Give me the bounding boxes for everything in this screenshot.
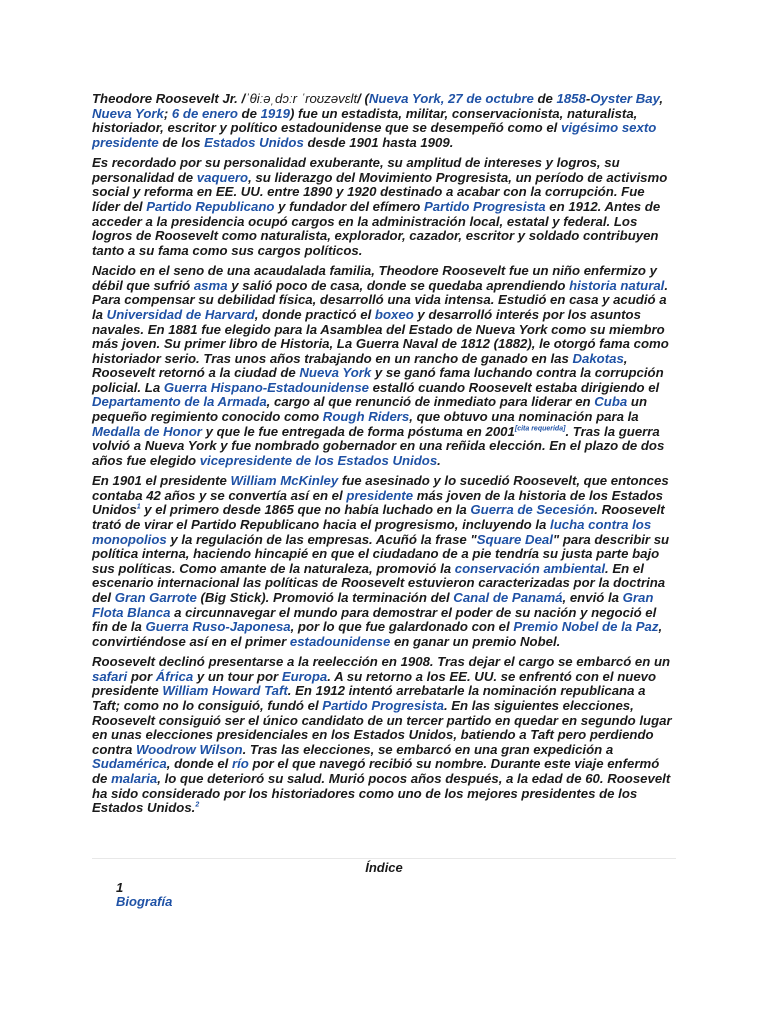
link-historia-natural[interactable]: historia natural bbox=[569, 277, 665, 293]
link-vaquero[interactable]: vaquero bbox=[196, 169, 249, 185]
link-partido-republicano[interactable]: Partido Republicano bbox=[146, 198, 275, 214]
text-run: . Roosevelt trató de virar el Partido Republicano hacia el progresismo, incluyendo la bbox=[92, 502, 665, 533]
link-safari[interactable]: safari bbox=[92, 668, 128, 684]
text-run: por bbox=[127, 668, 156, 684]
toc-item-number: 1 bbox=[116, 880, 124, 895]
text-run: , cargo al que renunció de inmediato para liderar en bbox=[266, 394, 595, 410]
text-run: . Para compensar su debilidad física, desarrolló una vida intensa. Estudió en casa y acudió a la bbox=[92, 277, 669, 322]
link-gran-flota-blanca[interactable]: Gran Flota Blanca bbox=[92, 589, 654, 620]
text-run: y fundador del efímero bbox=[274, 198, 424, 214]
link-guerra-hispano-estadounidense[interactable]: Guerra Hispano-Estadounidense bbox=[163, 379, 370, 395]
text-run: en ganar un premio Nobel. bbox=[390, 633, 561, 649]
text-run: de bbox=[533, 91, 557, 106]
link-rio[interactable]: río bbox=[232, 756, 249, 772]
text-run: , convirtiéndose así en el primer bbox=[92, 619, 663, 649]
text-run: por el que navegó recibió su nombre. Durante este viaje enfermó de bbox=[92, 756, 660, 786]
link-1858[interactable]: 1858 bbox=[556, 91, 586, 106]
phonetic-transcription: ˈθiːəˌdɔːr ˈroʊzəvɛlt bbox=[245, 91, 358, 106]
link-canal-de-panama[interactable]: Canal de Panamá bbox=[453, 589, 563, 605]
text-run: y el primero desde 1865 que no había luchado en la bbox=[140, 502, 471, 518]
link-william-mckinley[interactable]: William McKinley bbox=[230, 473, 339, 489]
text-run: a circunnavegar el mundo para demostrar el poder de su nación y negoció el fin de la bbox=[92, 604, 657, 635]
paragraph-2 bbox=[92, 156, 676, 258]
ref-1[interactable]: 1 bbox=[136, 504, 141, 512]
text-run: y un tour por bbox=[193, 668, 282, 684]
text-run: en 1912. Antes de acceder a la presidencia ocupó cargos en la administración local, estatal y federal. Los logros de Roosevelt como naturalista, explorador, cazador, escritor y soldado contribuyen tanto a su fama como sus cargos políticos. bbox=[92, 198, 661, 258]
link-africa[interactable]: África bbox=[155, 668, 194, 684]
link-conservacion-ambiental[interactable]: conservación ambiental bbox=[454, 560, 606, 576]
link-woodrow-wilson[interactable]: Woodrow Wilson bbox=[135, 741, 243, 757]
link-gran-garrote[interactable]: Gran Garrote bbox=[114, 589, 197, 605]
link-partido-progresista-2[interactable]: Partido Progresista bbox=[322, 697, 444, 713]
link-boxeo[interactable]: boxeo bbox=[374, 306, 414, 322]
text-run: , por lo que fue galardonado con el bbox=[290, 619, 514, 635]
toc-title: Índice bbox=[92, 858, 676, 876]
text-run: En 1901 el presidente bbox=[92, 473, 231, 489]
toc-item-biografia[interactable]: Biografía bbox=[116, 894, 173, 909]
link-estados-unidos[interactable]: Estados Unidos bbox=[204, 134, 304, 150]
text-run: , lo que deterioró su salud. Murió pocos años después, a la edad de 60. Roosevelt ha sido considerado por los historiadores como uno de los mejores presidentes de los Estados Unidos. bbox=[92, 770, 671, 816]
link-partido-progresista[interactable]: Partido Progresista bbox=[423, 198, 546, 214]
link-nueva-york-2[interactable]: Nueva York bbox=[92, 105, 164, 121]
text-run: , Roosevelt retornó a la ciudad de bbox=[92, 350, 628, 381]
link-vigesimo-sexto-presidente[interactable]: vigésimo sexto presidente bbox=[92, 120, 657, 150]
text-run: y la regulación de las empresas. Acuñó la frase " bbox=[166, 531, 477, 547]
text-run: " para describir su política interna, haciendo hincapié en que el ciudadano de a pie tendría su justa parte bajo sus políticas. Como amante de la naturaleza, promovió la bbox=[92, 531, 670, 576]
text-run: ; bbox=[163, 105, 172, 121]
text-run: / ( bbox=[357, 91, 369, 106]
paragraph-4 bbox=[92, 474, 676, 649]
text-run: Theodore Roosevelt Jr. / bbox=[92, 91, 246, 106]
link-europa[interactable]: Europa bbox=[281, 668, 328, 684]
link-presidente[interactable]: presidente bbox=[346, 487, 414, 503]
text-run: , que obtuvo una nominación para la bbox=[409, 409, 639, 425]
text-run: más joven de la historia de los Estados Unidos bbox=[92, 487, 663, 518]
text-run: estalló cuando Roosevelt estaba dirigiendo el bbox=[369, 379, 660, 395]
cita-requerida-note[interactable]: [cita requerida] bbox=[514, 425, 566, 433]
text-run: ) fue un estadista, militar, conservacionista, naturalista, historiador, escritor y político estadounidense que se desempeñó como el bbox=[92, 105, 638, 136]
link-nueva-york[interactable]: Nueva York bbox=[368, 91, 441, 106]
text-run: Roosevelt declinó presentarse a la reelección en 1908. Tras dejar el cargo se embarcó en un bbox=[92, 654, 671, 670]
link-square-deal[interactable]: Square Deal bbox=[476, 531, 553, 547]
link-premio-nobel-de-la-paz[interactable]: Premio Nobel de la Paz bbox=[513, 619, 659, 635]
link-asma[interactable]: asma bbox=[193, 277, 228, 293]
text-run: Es recordado por su personalidad exuberante, su amplitud de intereses y logros, su personalidad de bbox=[92, 155, 620, 185]
ref-2[interactable]: 2 bbox=[195, 801, 200, 809]
link-estadounidense[interactable]: estadounidense bbox=[289, 633, 391, 649]
link-6-de-enero[interactable]: 6 de enero bbox=[171, 105, 238, 121]
link-vicepresidente[interactable]: vicepresidente de los Estados Unidos bbox=[199, 452, 438, 468]
text-run: Nacido en el seno de una acaudalada familia, Theodore Roosevelt fue un niño enfermizo y débil que sufrió bbox=[92, 263, 657, 293]
link-departamento-de-la-armada[interactable]: Departamento de la Armada bbox=[92, 394, 267, 410]
link-malaria[interactable]: malaria bbox=[111, 770, 158, 786]
text-run: (Big Stick). Promovió la terminación del bbox=[196, 589, 454, 605]
paragraph-3 bbox=[92, 264, 676, 468]
text-run: fue asesinado y lo sucedió Roosevelt, que entonces contaba 42 años y se convertía así en el bbox=[92, 473, 669, 503]
text-run: . Tras la guerra volvió a Nueva York y fue nombrado gobernador en una reñida elección. En el plazo de dos años fue elegido bbox=[92, 423, 665, 468]
link-27-de-octubre[interactable]: 27 de octubre bbox=[448, 91, 534, 106]
text-run: y desarrolló interés por los asuntos navales. En 1881 fue elegido para la Asamblea del Estado de Nueva York como su miembro más joven. Su primer libro de Historia, La Guerra Naval de 1812 (1882), le otorgó fama como historiador serio. Tras unos años trabajando en un rancho de ganado en las bbox=[92, 306, 669, 366]
text-run: un pequeño regimiento conocido como bbox=[92, 394, 647, 425]
link-nueva-york-3[interactable]: Nueva York bbox=[299, 365, 372, 381]
link-guerra-de-secesion[interactable]: Guerra de Secesión bbox=[470, 502, 595, 518]
text-run: . En 1912 intentó arrebatarle la nominación republicana a Taft; como no lo consiguió, fundó el bbox=[92, 683, 646, 713]
paragraph-5 bbox=[92, 655, 676, 816]
link-1919[interactable]: 1919 bbox=[260, 105, 290, 121]
text-run: . bbox=[437, 452, 441, 468]
text-run: . A su retorno a los EE. UU. se enfrentó con el nuevo presidente bbox=[92, 668, 657, 699]
text-run: . En las siguientes elecciones, Roosevelt consiguió ser el único candidato de un tercer partido en quedar en segundo lugar en unas elecciones presidenciales en los Estados Unidos, batiendo a Taft pero perdiendo contra bbox=[92, 697, 672, 757]
link-guerra-ruso-japonesa[interactable]: Guerra Ruso-Japonesa bbox=[145, 619, 291, 635]
link-rough-riders[interactable]: Rough Riders bbox=[322, 409, 410, 425]
link-universidad-de-harvard[interactable]: Universidad de Harvard bbox=[106, 306, 255, 322]
link-william-howard-taft[interactable]: William Howard Taft bbox=[162, 683, 288, 699]
text-run: de bbox=[237, 105, 261, 121]
text-run: , donde el bbox=[166, 756, 232, 772]
link-oyster-bay[interactable]: Oyster Bay bbox=[590, 91, 660, 106]
link-lucha-contra-los-monopolios[interactable]: lucha contra los monopolios bbox=[92, 517, 652, 547]
text-run: . Tras las elecciones, se embarcó en una gran expedición a bbox=[242, 741, 614, 757]
text-run: , bbox=[440, 91, 449, 106]
text-run: , envió la bbox=[562, 589, 623, 605]
text-run: y salió poco de casa, donde se quedaba aprendiendo bbox=[227, 277, 570, 293]
link-dakotas[interactable]: Dakotas bbox=[572, 350, 624, 366]
text-run: , donde practicó el bbox=[254, 306, 375, 322]
text-run: . En el escenario internacional las políticas de Roosevelt estuvieron caracterizadas por la doctrina del bbox=[92, 560, 666, 605]
text-run: - bbox=[585, 91, 591, 106]
paragraph-1 bbox=[92, 92, 676, 150]
text-run: , bbox=[659, 91, 664, 106]
link-sudamerica[interactable]: Sudamérica bbox=[92, 756, 167, 772]
text-run: y se ganó fama luchando contra la corrupción policial. La bbox=[92, 365, 664, 395]
link-cuba[interactable]: Cuba bbox=[594, 394, 628, 410]
text-run: , su liderazgo del Movimiento Progresista, un período de activismo social y reforma en EE. UU. entre 1890 y 1920 destinado a acabar con la corrupción. Fue líder del bbox=[92, 169, 668, 214]
text-run: de los bbox=[158, 134, 205, 150]
link-medalla-de-honor[interactable]: Medalla de Honor bbox=[92, 423, 202, 439]
text-run: desde 1901 hasta 1909. bbox=[303, 134, 454, 150]
text-run: y que le fue entregada de forma póstuma en 2001 bbox=[201, 423, 515, 439]
article-body bbox=[92, 92, 676, 821]
